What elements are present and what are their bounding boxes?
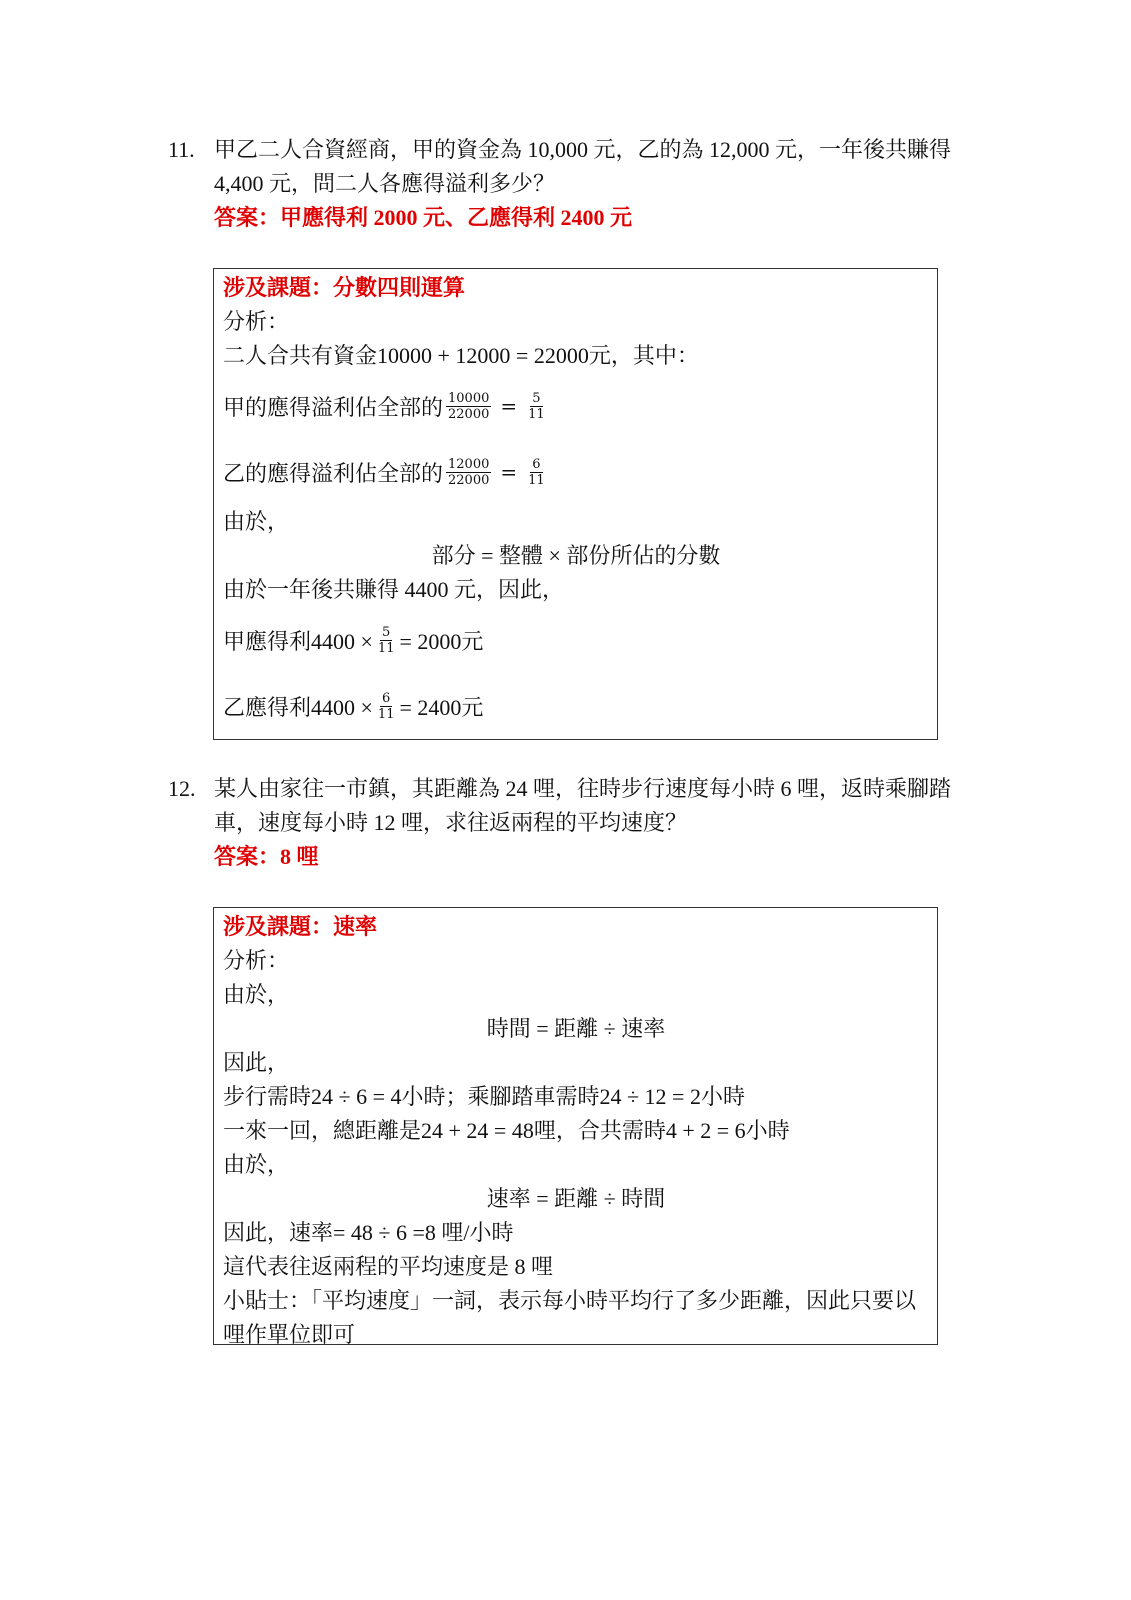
yi-share-line bbox=[223, 439, 929, 505]
since-line: 由於， bbox=[223, 982, 290, 1007]
yi-share-simplified bbox=[526, 457, 547, 488]
topic-label: 涉及課題：分數四則運算 bbox=[223, 275, 466, 300]
jia-share-simplified bbox=[526, 391, 547, 422]
tip-text: 小貼士：「平均速度」一詞，表示每小時平均行了多少距離，因此只要以哩作單位即可 bbox=[223, 1288, 917, 1347]
jia-share-fraction bbox=[446, 391, 491, 422]
earnings-line: 由於一年後共賺得 4400 元，因此， bbox=[223, 577, 565, 602]
solution-box-12 bbox=[213, 907, 938, 1345]
total-distance-line: 一來一回，總距離是24 + 24 = 48哩，合共需時4 + 2 = 6小時 bbox=[223, 1118, 790, 1143]
jia-calc-prefix: 甲應得利4400 × bbox=[223, 628, 373, 654]
answer-text: 答案：甲應得利 2000 元、乙應得利 2400 元 bbox=[214, 205, 633, 230]
since-line-2: 由於， bbox=[223, 1152, 290, 1177]
yi-share-prefix: 乙的應得溢利佔全部的 bbox=[223, 460, 444, 486]
question-text: 某人由家往一市鎮，其距離為 24 哩，往時步行速度每小時 6 哩，返時乘腳踏車，速度每小時 12 哩，求往返兩程的平均速度？ bbox=[214, 776, 952, 835]
therefore-line: 因此， bbox=[223, 1050, 290, 1075]
denominator: 22000 bbox=[448, 406, 490, 422]
travel-time-line: 步行需時24 ÷ 6 = 4小時；乘腳踏車需時24 ÷ 12 = 2小時 bbox=[223, 1084, 745, 1109]
numerator: 12000 bbox=[448, 456, 490, 472]
numerator: 6 bbox=[382, 690, 391, 706]
since-line: 由於， bbox=[223, 509, 290, 534]
denominator: 11 bbox=[528, 406, 545, 422]
analysis-label: 分析： bbox=[223, 309, 290, 334]
analysis-label: 分析： bbox=[223, 948, 290, 973]
jia-calc-result: = 2000元 bbox=[399, 628, 484, 654]
numerator: 5 bbox=[382, 624, 391, 640]
yi-calc-prefix: 乙應得利4400 × bbox=[223, 694, 373, 720]
denominator: 11 bbox=[377, 706, 395, 722]
yi-calc-result: = 2400元 bbox=[399, 694, 484, 720]
capital-sum-line: 二人合共有資金10000 + 12000 = 22000元，其中： bbox=[223, 343, 699, 368]
time-formula-line: 時間 = 距離 ÷ 速率 bbox=[486, 1016, 666, 1041]
question-number: 12. bbox=[168, 776, 196, 801]
answer-text: 答案：8 哩 bbox=[214, 844, 319, 869]
question-12 bbox=[168, 772, 958, 874]
question-11 bbox=[168, 133, 958, 235]
yi-calc-fraction bbox=[376, 691, 397, 722]
average-speed-line: 這代表往返兩程的平均速度是 8 哩 bbox=[223, 1254, 554, 1279]
equals-sign: = bbox=[500, 460, 518, 484]
question-number: 11. bbox=[168, 137, 195, 162]
numerator: 10000 bbox=[448, 390, 490, 406]
numerator: 5 bbox=[532, 390, 541, 406]
denominator: 22000 bbox=[448, 472, 490, 488]
formula-line: 部分 = 整體 × 部份所佔的分數 bbox=[431, 543, 721, 568]
solution-box-11 bbox=[213, 268, 938, 740]
numerator: 6 bbox=[532, 456, 541, 472]
jia-share-line bbox=[223, 373, 929, 439]
rate-result-line: 因此，速率= 48 ÷ 6 =8 哩/小時 bbox=[223, 1220, 514, 1245]
yi-share-fraction bbox=[446, 457, 491, 488]
jia-share-prefix: 甲的應得溢利佔全部的 bbox=[223, 394, 444, 420]
denominator: 11 bbox=[528, 472, 545, 488]
question-text: 甲乙二人合資經商，甲的資金為 10,000 元，乙的為 12,000 元，一年後共賺得 4,400 元，問二人各應得溢利多少？ bbox=[214, 137, 952, 196]
rate-formula-line: 速率 = 距離 ÷ 時間 bbox=[486, 1186, 666, 1211]
denominator: 11 bbox=[377, 640, 395, 656]
yi-calc-line bbox=[223, 673, 929, 739]
jia-calc-fraction bbox=[376, 625, 397, 656]
topic-label: 涉及課題：速率 bbox=[223, 914, 378, 939]
equals-sign: = bbox=[500, 394, 518, 418]
jia-calc-line bbox=[223, 607, 929, 673]
